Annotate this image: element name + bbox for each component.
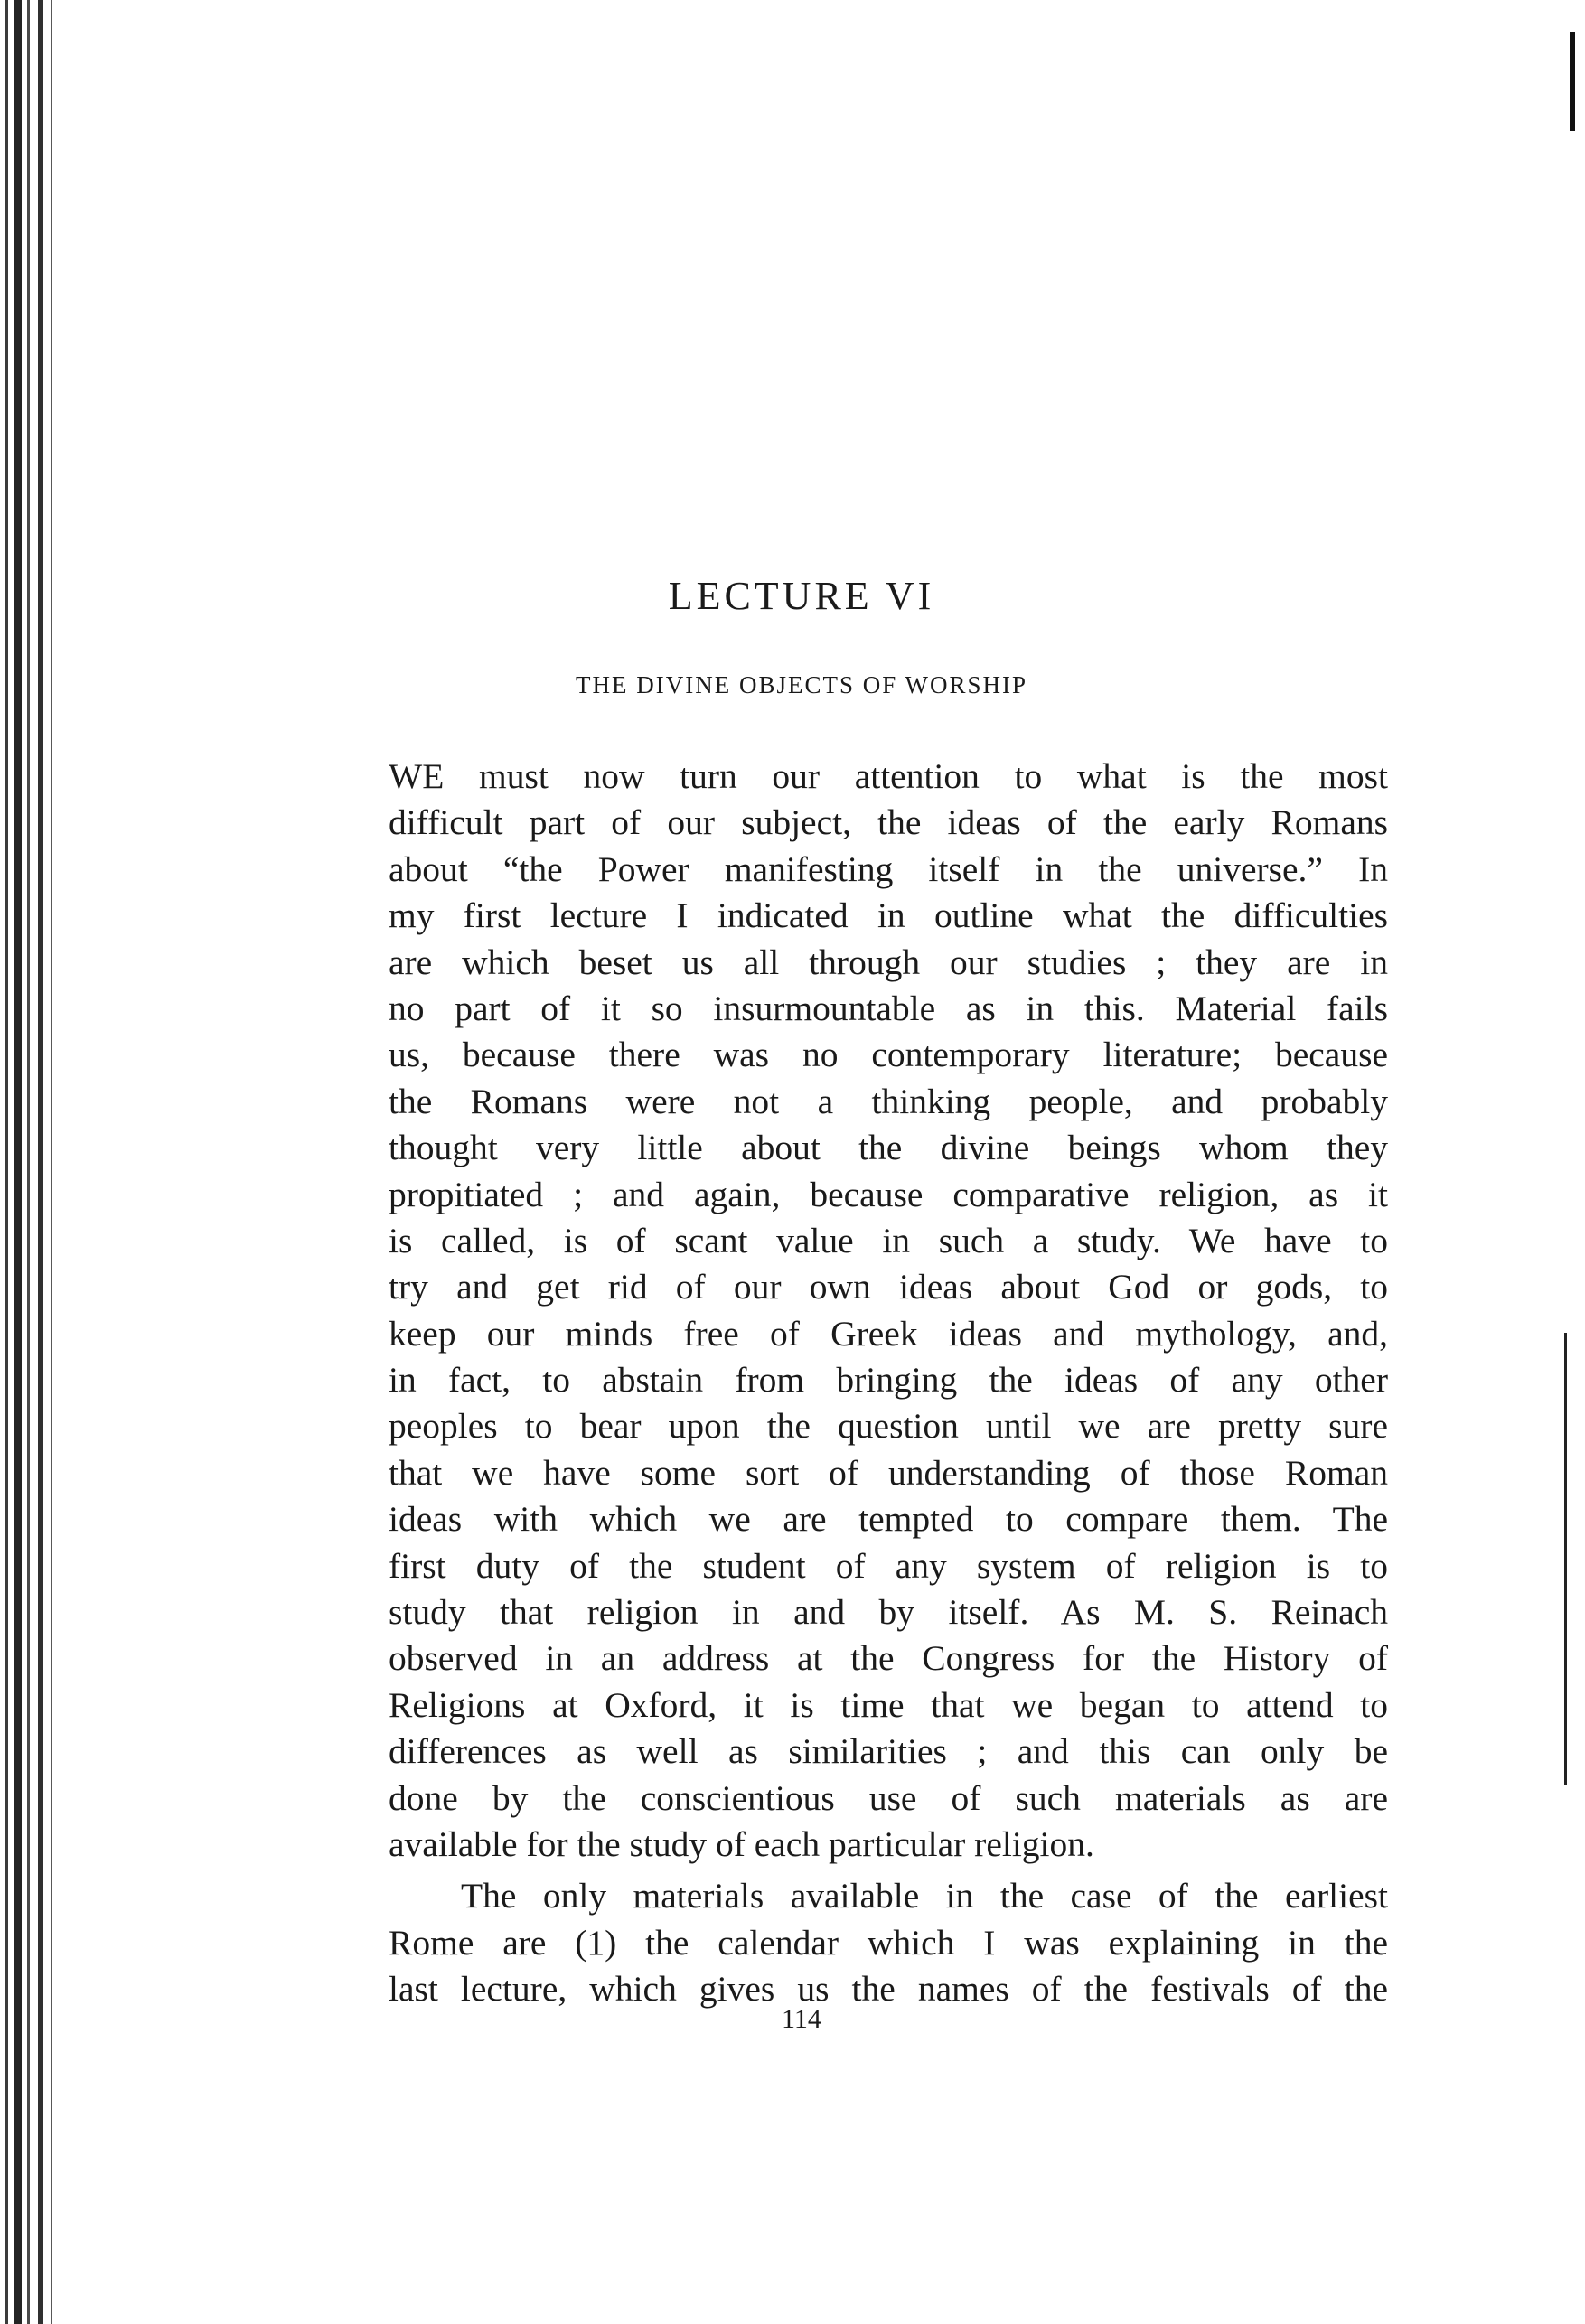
text-line: my first lecture I indicated in outline what the difficulties xyxy=(389,895,1388,936)
text-line: difficult part of our subject, the ideas of the early Romans xyxy=(389,802,1388,843)
text-line: ideas with which we are tempted to compare them. The xyxy=(389,1499,1388,1540)
text-line: keep our minds free of Greek ideas and mythology, and, xyxy=(389,1313,1388,1354)
body-text xyxy=(389,754,1388,2013)
text-line: try and get rid of our own ideas about God or gods, to xyxy=(389,1267,1388,1307)
text-line: Religions at Oxford, it is time that we began to attend to xyxy=(389,1684,1388,1725)
paragraph-2 xyxy=(389,1873,1388,2012)
text-line: is called, is of scant value in such a study. We have to xyxy=(389,1220,1388,1260)
text-line: thought very little about the divine beings whom they xyxy=(389,1128,1388,1168)
text-line: the Romans were not a thinking people, and probably xyxy=(389,1081,1388,1121)
page-number: 114 xyxy=(782,2004,821,2034)
text-line: in fact, to abstain from bringing the ideas of any other xyxy=(389,1360,1388,1401)
text-line: The only materials available in the case of the earliest xyxy=(461,1876,1388,1916)
paragraph-1 xyxy=(389,754,1388,1868)
text-line: study that religion in and by itself. As M. S. Reinach xyxy=(389,1592,1388,1633)
text-line: differences as well as similarities ; and this can only be xyxy=(389,1731,1388,1772)
text-line: WE must now turn our attention to what is the most xyxy=(389,756,1388,796)
text-line: available for the study of each particular religion. xyxy=(389,1823,1094,1864)
text-line: propitiated ; and again, because comparative religion, as it xyxy=(389,1174,1388,1214)
text-line: observed in an address at the Congress for the History of xyxy=(389,1638,1388,1679)
text-line: are which beset us all through our studies ; they are in xyxy=(389,942,1388,982)
lecture-subheading: THE DIVINE OBJECTS OF WORSHIP xyxy=(575,671,1028,698)
text-line: first duty of the student of any system of religion is to xyxy=(389,1545,1388,1586)
text-line: us, because there was no contemporary literature; because xyxy=(389,1035,1388,1075)
scan-edge-mark xyxy=(1570,32,1575,131)
binding-gutter xyxy=(0,0,63,2324)
text-line: that we have some sort of understanding of those Roman xyxy=(389,1452,1388,1493)
scan-edge-line xyxy=(1564,1333,1567,1785)
text-line: peoples to bear upon the question until we are pretty sure xyxy=(389,1406,1388,1447)
lecture-heading: LECTURE VI xyxy=(668,574,935,618)
text-line: no part of it so insurmountable as in this. Material fails xyxy=(389,988,1388,1028)
text-line: done by the conscientious use of such materials as are xyxy=(389,1777,1388,1818)
text-line: last lecture, which gives us the names of the festivals of the xyxy=(389,1969,1388,2010)
text-line: about “the Power manifesting itself in the universe.” In xyxy=(389,848,1388,889)
text-line: Rome are (1) the calendar which I was explaining in the xyxy=(389,1922,1388,1963)
